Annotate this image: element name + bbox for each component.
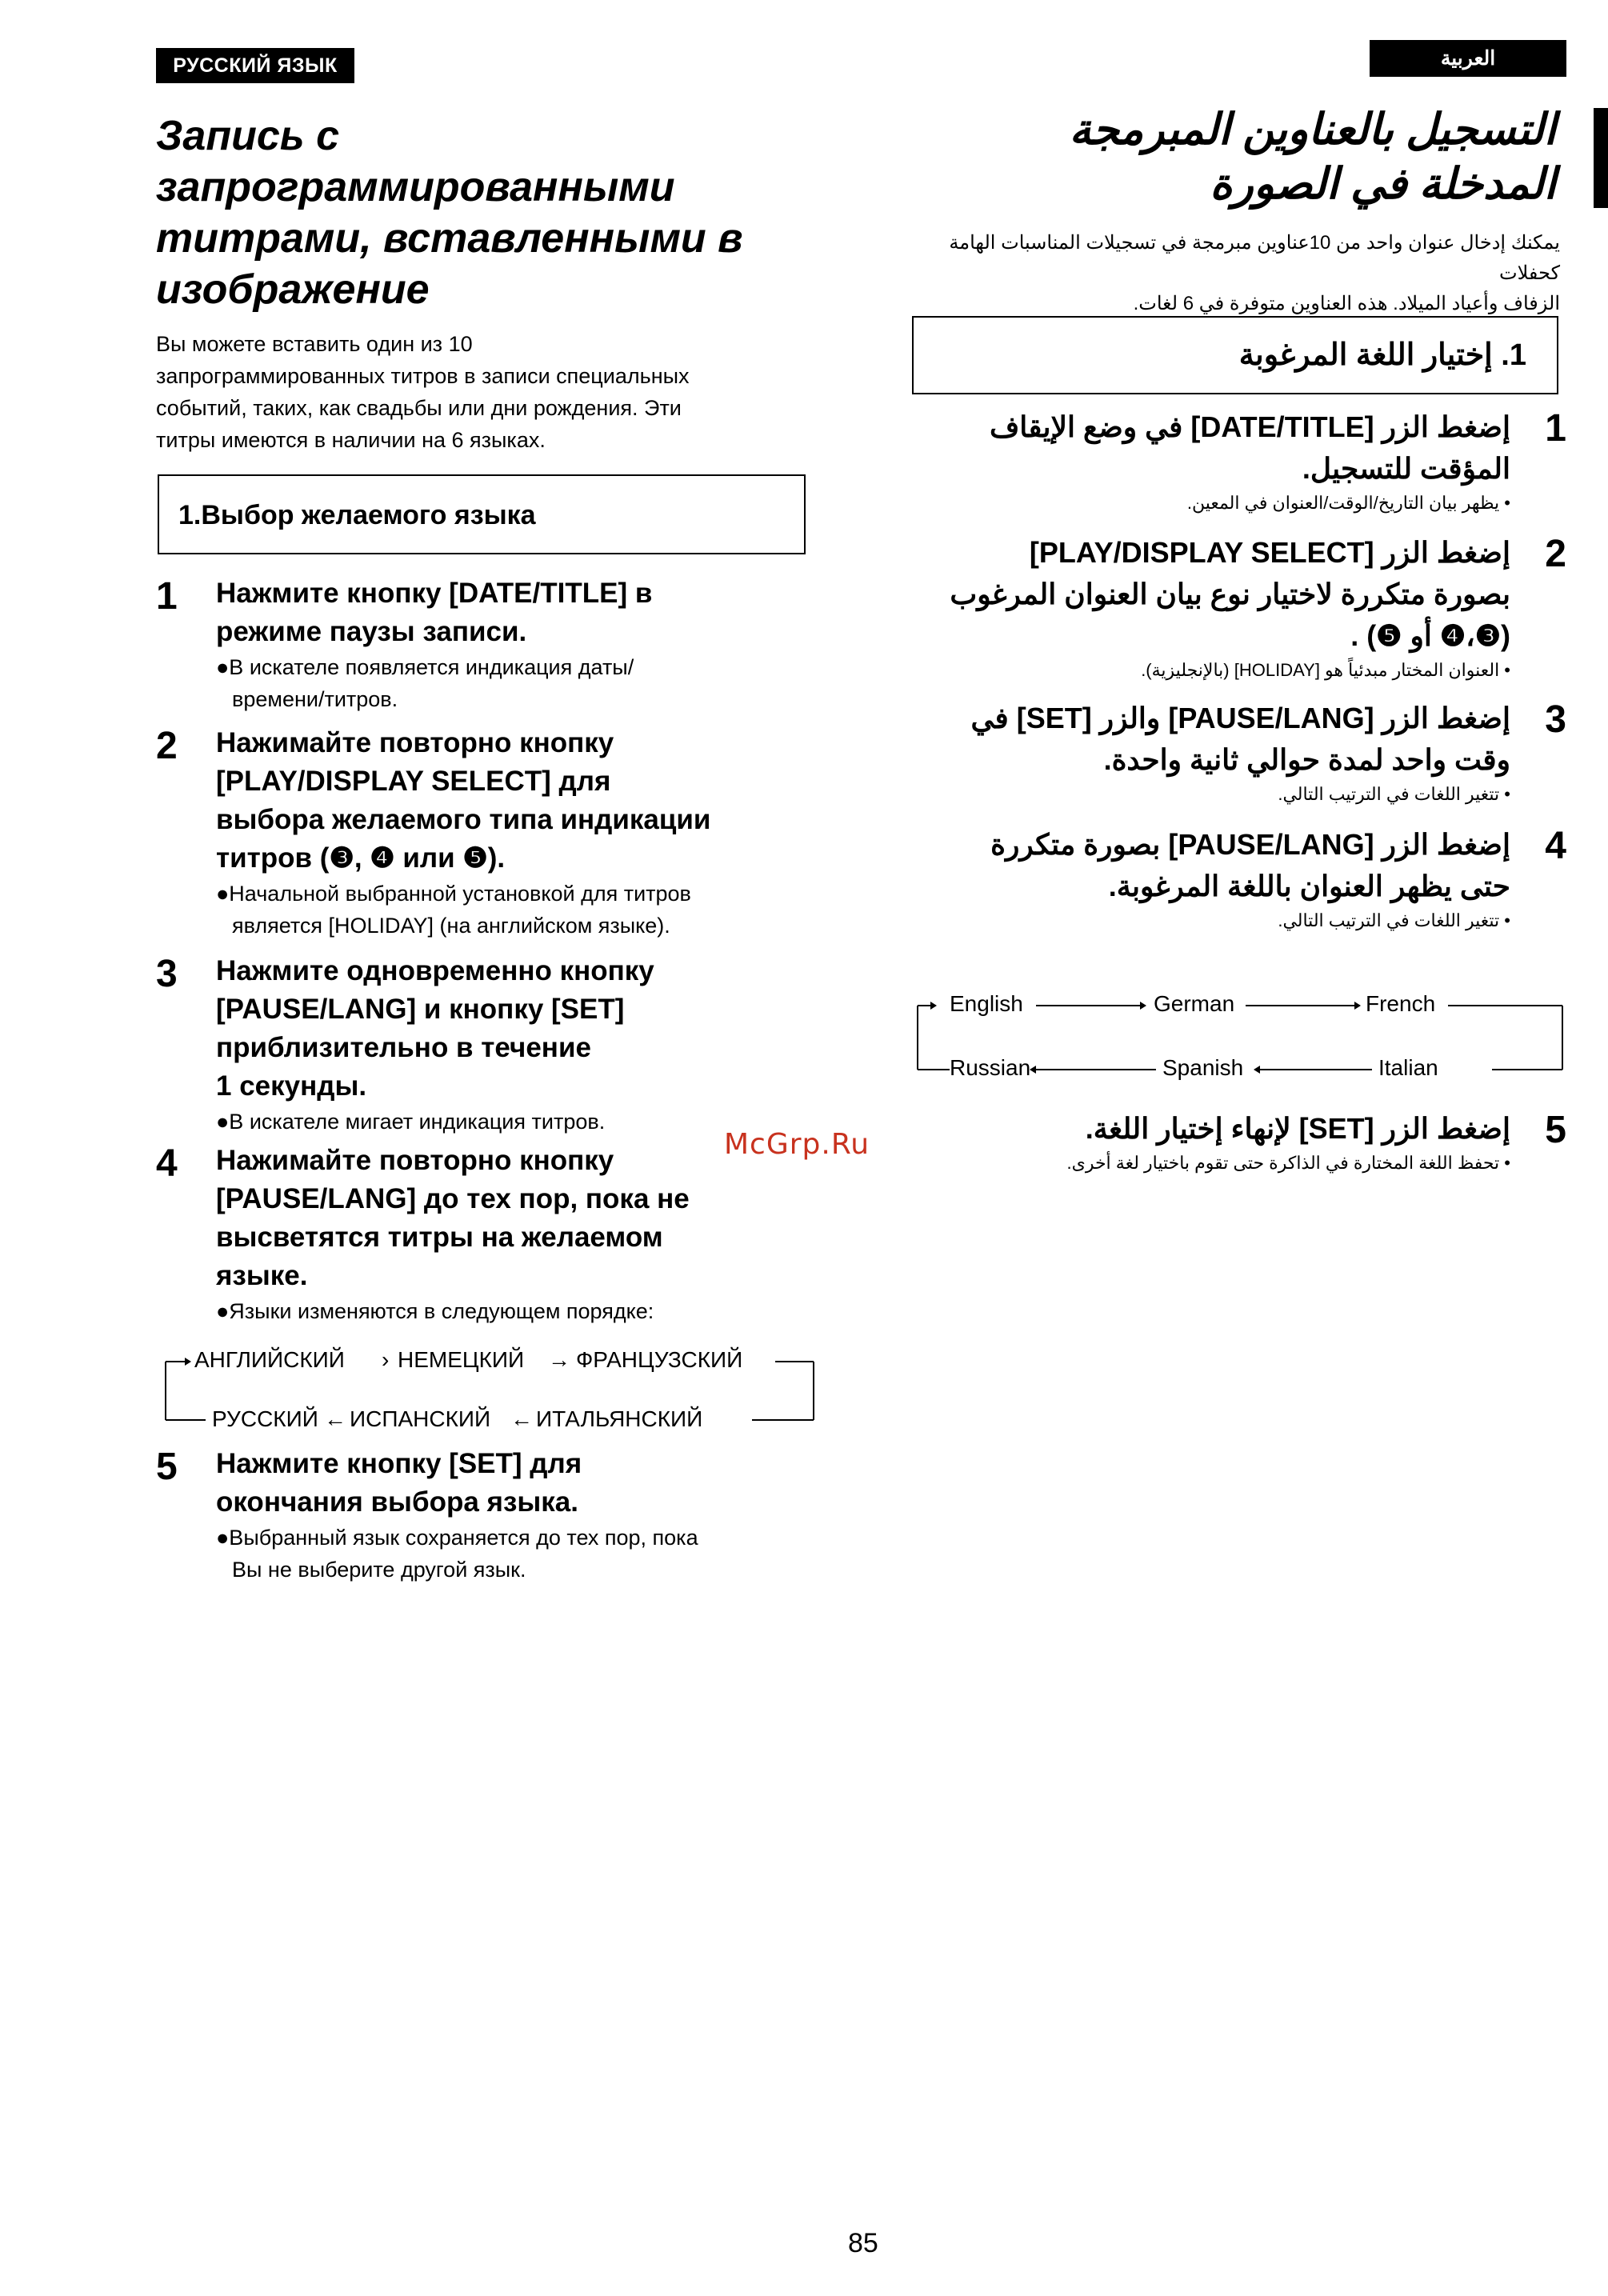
language-badge-arabic: العربية	[1370, 40, 1566, 77]
flow-arrow: ›	[382, 1347, 390, 1372]
step-instruction: [PAUSE/LANG] и кнопку [SET]	[216, 994, 625, 1025]
step-instruction: Нажмите одновременно кнопку	[216, 955, 654, 986]
step-instruction: 1 секунды.	[216, 1070, 367, 1102]
step-3-arabic	[912, 698, 1566, 808]
step-number: 1	[156, 575, 178, 618]
step-note: ●В искателе появляется индикация даты/	[216, 655, 634, 679]
watermark: McGrp.Ru	[724, 1128, 870, 1161]
step-number: 4	[1545, 825, 1566, 867]
step-note: ●В искателе мигает индикация титров.	[216, 1110, 606, 1134]
flow-item: РУССКИЙ	[212, 1406, 318, 1431]
flow-arrow: ←	[324, 1406, 346, 1431]
step-instruction: Нажмите кнопку [DATE/TITLE] в	[216, 578, 653, 609]
flow-item: НЕМЕЦКИЙ	[398, 1347, 525, 1372]
step-instruction: بصورة متكررة لاختيار نوع بيان العنوان المرغوب	[950, 578, 1510, 610]
step-number: 4	[156, 1142, 178, 1185]
step-instruction: Нажимайте повторно кнопку	[216, 1145, 614, 1176]
intro-paragraph-russian	[156, 328, 812, 456]
flow-item: Russian	[950, 1055, 1031, 1080]
step-note: ●Начальной выбранной установкой для титров	[216, 882, 691, 906]
flow-item: Italian	[1378, 1055, 1438, 1080]
step-4-russian	[156, 1142, 812, 1327]
step-instruction: إضغط الزر [SET] لإنهاء إختيار اللغة.	[1085, 1112, 1510, 1145]
step-instruction: إضغط الزر [PAUSE/LANG] والزر [SET] في	[970, 702, 1510, 734]
title-line: التسجيل بالعناوين المبرمجة	[1069, 106, 1556, 154]
step-instruction: Нажмите кнопку [SET] для	[216, 1448, 582, 1479]
step-note: • تحفظ اللغة المختارة في الذاكرة حتى تقوم باختيار لغة أخرى.	[1066, 1153, 1510, 1173]
language-cycle-arabic	[916, 988, 1568, 1080]
section-title: 1.Выбор желаемого языка	[178, 500, 536, 530]
step-1-arabic	[912, 406, 1566, 517]
flow-item: Spanish	[1162, 1055, 1244, 1080]
step-instruction: إضغط الزر [DATE/TITLE] في وضع الإيقاف	[989, 410, 1510, 443]
step-instruction: приблизительно в течение	[216, 1032, 591, 1063]
step-instruction: языке.	[216, 1260, 308, 1291]
intro-line: событий, таких, как свадьбы или дни рождения. Эти	[156, 396, 682, 420]
flow-item: ИСПАНСКИЙ	[350, 1406, 491, 1431]
step-note: времени/титров.	[232, 687, 398, 711]
flow-item: ФРАНЦУЗСКИЙ	[576, 1347, 743, 1372]
step-number: 2	[1545, 533, 1566, 575]
language-cycle-russian	[164, 1344, 820, 1432]
section-title: 1. إختيار اللغة المرغوبة	[1238, 338, 1526, 372]
intro-paragraph-arabic	[912, 228, 1560, 319]
title-line: титрами, вставленными в	[156, 215, 743, 262]
title-line: Запись с	[156, 113, 340, 159]
section-box-arabic	[912, 316, 1558, 394]
step-4-arabic	[912, 824, 1566, 934]
step-2-arabic	[912, 532, 1566, 684]
step-number: 3	[1545, 698, 1566, 741]
step-instruction: المؤقت للتسجيل.	[1302, 452, 1510, 485]
step-instruction: إضغط الزر [PAUSE/LANG] بصورة متكررة	[990, 828, 1510, 861]
step-instruction: (❸،❹ أو ❺) .	[1350, 619, 1510, 652]
step-number: 5	[1545, 1109, 1566, 1151]
flow-arrow: →	[548, 1347, 570, 1372]
step-note: • تتغير اللغات في الترتيب التالي.	[1278, 784, 1510, 804]
page-title-arabic	[916, 102, 1556, 211]
intro-line: Вы можете вставить один из 10	[156, 332, 473, 356]
flow-item: АНГЛИЙСКИЙ	[194, 1347, 345, 1372]
step-note: • يظهر بيان التاريخ/الوقت/العنوان في المعين.	[1186, 493, 1510, 513]
step-instruction: режиме паузы записи.	[216, 616, 527, 647]
intro-line: запрограммированных титров в записи специальных	[156, 364, 690, 388]
step-note: • العنوان المختار مبدئياً هو [HOLIDAY] (بالإنجليزية).	[1141, 660, 1510, 680]
intro-line: титры имеются в наличии на 6 языках.	[156, 428, 546, 452]
step-number: 1	[1545, 407, 1566, 450]
step-note: является [HOLIDAY] (на английском языке).	[232, 914, 670, 938]
step-instruction: [PAUSE/LANG] до тех пор, пока не	[216, 1183, 690, 1214]
step-instruction: Нажимайте повторно кнопку	[216, 727, 614, 758]
step-note: • تتغير اللغات في الترتيب التالي.	[1278, 910, 1510, 930]
language-badge-russian: РУССКИЙ ЯЗЫК	[156, 48, 354, 83]
section-box-russian	[158, 474, 806, 554]
step-5-arabic	[912, 1108, 1566, 1177]
step-number: 5	[156, 1446, 178, 1488]
step-3-russian	[156, 952, 812, 1138]
intro-line: يمكنك إدخال عنوان واحد من 10عناوين مبرمجة في تسجيلات المناسبات الهامة كحفلات	[949, 232, 1560, 284]
step-instruction: высветятся титры на желаемом	[216, 1222, 663, 1253]
step-5-russian	[156, 1445, 812, 1586]
page-edge-marker	[1594, 108, 1608, 208]
flow-arrow: ←	[510, 1406, 533, 1431]
step-instruction: выбора желаемого типа индикации	[216, 804, 711, 835]
flow-item: ИТАЛЬЯНСКИЙ	[536, 1406, 703, 1431]
step-instruction: وقت واحد لمدة حوالي ثانية واحدة.	[1103, 743, 1510, 776]
page-title-russian	[156, 110, 812, 315]
step-number: 2	[156, 725, 178, 767]
page-number: 85	[848, 2228, 878, 2258]
step-number: 3	[156, 953, 178, 995]
step-note: Вы не выберите другой язык.	[232, 1558, 526, 1582]
step-instruction: إضغط الزر [PLAY/DISPLAY SELECT]	[1029, 536, 1510, 569]
step-note: ●Выбранный язык сохраняется до тех пор, пока	[216, 1526, 698, 1550]
title-line: запрограммированными	[156, 164, 675, 210]
intro-line: الزفاف وأعياد الميلاد. هذه العناوين متوفرة في 6 لغات.	[1133, 293, 1560, 314]
step-instruction: [PLAY/DISPLAY SELECT] для	[216, 766, 611, 797]
step-note: ●Языки изменяются в следующем порядке:	[216, 1299, 654, 1323]
step-2-russian	[156, 724, 812, 942]
step-instruction: окончания выбора языка.	[216, 1486, 578, 1518]
flow-item: French	[1366, 991, 1436, 1016]
title-line: المدخلة في الصورة	[1210, 160, 1556, 208]
step-instruction: титров (❸, ❹ или ❺).	[216, 842, 506, 874]
step-instruction: حتى يظهر العنوان باللغة المرغوبة.	[1108, 870, 1510, 902]
step-1-russian	[156, 574, 812, 715]
flow-item: English	[950, 991, 1023, 1016]
flow-item: German	[1154, 991, 1235, 1016]
title-line: изображение	[156, 266, 430, 313]
